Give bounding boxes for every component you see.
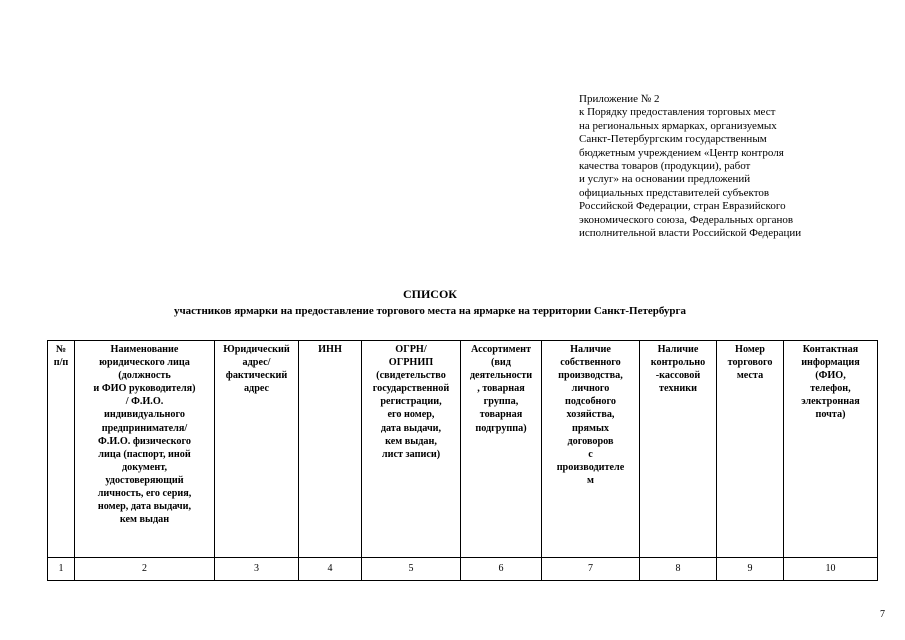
header-line: подсобного [565,396,616,408]
header-line: № [55,344,67,355]
header-line: Юридический [223,344,290,355]
header-line: (должность [118,370,171,382]
header-line: места [736,370,764,382]
appendix-line: Приложение № 2 [579,93,660,105]
header-line: адрес/ [242,357,271,369]
header-line: договоров [567,435,614,447]
header-line: регистрации, [380,396,442,408]
header-line: , товарная [477,383,525,395]
header-cell [48,341,75,558]
header-line: -кассовой [655,370,701,382]
header-line: адрес [243,383,270,395]
participants-table [47,340,878,581]
column-number: 9 [717,558,784,581]
header-line: Наличие [657,344,699,355]
document-subtitle: участников ярмарки на предоставление торгового места на ярмарке на территории Санкт-Петербурга [173,305,687,317]
header-cell [362,341,461,558]
header-line: индивидуального [104,409,185,421]
header-line: м [587,474,594,486]
header-line: ИНН [318,344,342,355]
header-line: Контактная [802,344,859,355]
header-cell [215,341,299,558]
header-line: Наименование [110,344,179,355]
header-line: и ФИО руководителя) [93,383,196,395]
column-number: 4 [299,558,362,581]
header-line: кем выдан, [385,435,437,447]
header-line: юридического лица [99,357,190,369]
header-line: / Ф.И.О. [125,396,164,408]
header-line: дата выдачи, [380,422,442,434]
column-number: 1 [48,558,75,581]
header-cell [299,341,362,558]
document-title: СПИСОК [402,287,458,301]
column-number: 2 [75,558,215,581]
column-number: 7 [542,558,640,581]
header-cell [784,341,878,558]
appendix-line: исполнительной власти Российской Федерации [579,227,802,240]
header-line: торгового [727,357,773,369]
header-line: Наличие [570,344,611,355]
header-line: деятельности [469,370,533,382]
header-line: личность, его серия, [97,488,192,500]
header-line: номер, дата выдачи, [97,501,192,513]
column-number: 10 [784,558,878,581]
table-header-row [48,341,878,558]
column-number: 6 [461,558,542,581]
column-number: 3 [215,558,299,581]
header-line: фактический [225,370,288,382]
header-line: п/п [53,357,69,369]
header-cell [717,341,784,558]
header-line: кем выдан [119,514,170,526]
header-line: техники [659,383,697,395]
header-line: производства, [558,370,623,382]
header-line: прямых [571,422,610,434]
header-line: хозяйства, [566,409,615,421]
header-line: группа, [483,396,519,408]
header-line: (ФИО, [815,370,846,382]
header-line: товарная [479,409,523,421]
header-line: ОГРНИП [388,357,434,369]
appendix-line: официальных представителей субъектов [579,186,770,199]
header-line: удостоверяющий [105,474,184,486]
column-number: 5 [362,558,461,581]
header-line: с [588,448,593,460]
header-line: информация [801,357,860,369]
header-line: электронная [801,396,860,408]
table-number-row [48,558,878,581]
header-line: (вид [491,357,511,369]
header-line: Номер [735,344,765,355]
header-cell [640,341,717,558]
header-cell [461,341,542,558]
header-line: телефон, [810,383,851,395]
appendix-line: Российской Федерации, стран Евразийского [579,200,786,213]
header-cell [75,341,215,558]
appendix-line: экономического союза, Федеральных органов [579,213,794,226]
header-cell [542,341,640,558]
header-line: предпринимателя/ [101,422,188,434]
appendix-line: Санкт-Петербургским государственным [579,133,767,146]
header-line: Ассортимент [471,344,531,355]
header-line: Ф.И.О. физического [98,435,191,447]
appendix-line: на региональных ярмарках, организуемых [579,119,777,132]
appendix-line: к Порядку предоставления торговых мест [579,106,776,119]
header-line: его номер, [387,409,435,421]
header-line: производителе [556,461,625,473]
header-line: личного [571,383,610,395]
header-line: собственного [560,357,621,369]
header-line: лист записи) [381,448,441,460]
header-line: государственной [372,383,450,395]
appendix-line: качества товаров (продукции), работ [579,160,751,173]
header-line: подгруппа) [475,422,527,434]
appendix-line: бюджетным учреждением «Центр контроля [579,146,784,159]
appendix-line: и услуг» на основании предложений [579,173,751,186]
header-line: контрольно [650,357,706,369]
header-line: почта) [815,409,846,421]
header-line: ОГРН/ [395,344,427,355]
page-number: 7 [880,609,885,620]
header-line: (свидетельство [376,370,446,382]
column-number: 8 [640,558,717,581]
header-line: документ, [121,461,168,473]
appendix-note [579,93,879,240]
header-line: лица (паспорт, иной [98,448,191,460]
